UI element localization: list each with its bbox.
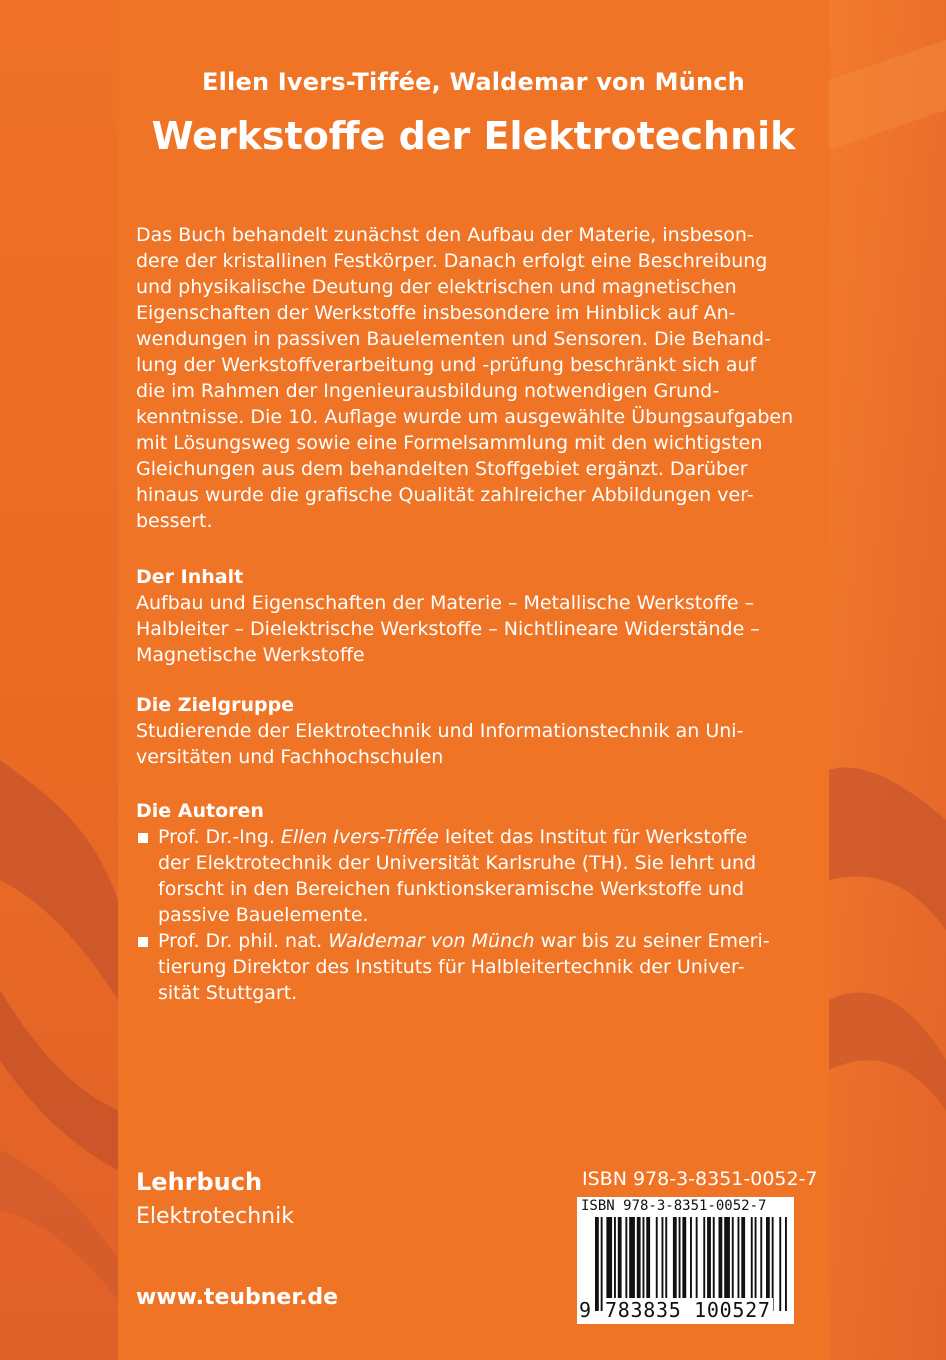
contents-heading: Der Inhalt: [136, 566, 244, 588]
author-bullet-line: der Elektrotechnik der Universität Karlsruhe (TH). Sie lehrt und: [158, 852, 757, 874]
barcode-bar: [662, 1217, 664, 1311]
description-line: Gleichungen aus dem behandelten Stoffgebiet ergänzt. Darüber: [136, 458, 748, 480]
barcode-bar: [643, 1217, 645, 1311]
author-bullet-line: [158, 824, 799, 850]
barcode-bar: [719, 1217, 723, 1311]
description-line: die im Rahmen der Ingenieurausbildung notwendigen Grund-: [136, 380, 720, 402]
description-line: lung der Werkstoffverarbeitung und -prüfung beschränkt sich auf: [136, 354, 757, 376]
barcode-bars: [581, 1217, 790, 1311]
barcode-bar: [618, 1217, 622, 1311]
author-text: war bis zu seiner Emeri-: [534, 930, 770, 952]
barcode-bar: [760, 1217, 762, 1311]
description-line: und physikalische Deutung der elektrischen und magnetischen: [136, 276, 737, 298]
barcode-bar: [785, 1217, 787, 1311]
barcode-bar: [703, 1217, 705, 1311]
barcode-bar: [656, 1217, 658, 1311]
author-bullet-line: passive Bauelemente.: [158, 904, 369, 926]
barcode-bar: [682, 1217, 686, 1311]
description-line: Eigenschaften der Werkstoffe insbesondere im Hinblick auf An-: [136, 302, 736, 324]
barcode-bar: [665, 1217, 667, 1311]
authors-list: [136, 824, 799, 1006]
description-line: wendungen in passiven Bauelementen und Sensoren. Die Behand-: [136, 328, 771, 350]
subject-label: Elektrotechnik: [136, 1204, 294, 1229]
series-label: Lehrbuch: [136, 1168, 263, 1196]
contents-line: Halbleiter – Dielektrische Werkstoffe – Nichtlineare Widerstände –: [136, 618, 760, 640]
author-title: Prof. Dr. phil. nat.: [158, 930, 329, 952]
description-line: hinaus wurde die grafische Qualität zahlreicher Abbildungen ver-: [136, 484, 754, 506]
barcode-bar: [679, 1217, 681, 1311]
barcode-bar: [766, 1217, 770, 1311]
description-line: Das Buch behandelt zunächst den Aufbau der Materie, insbeson-: [136, 224, 754, 246]
barcode-bar: [738, 1217, 740, 1311]
publisher-website: www.teubner.de: [136, 1285, 339, 1310]
barcode-bar: [779, 1217, 781, 1311]
book-title: Werkstoffe der Elektrotechnik: [151, 114, 796, 158]
barcode-bar: [755, 1217, 757, 1311]
barcode-bar: [595, 1217, 599, 1311]
barcode-bar: [606, 1217, 612, 1311]
description-line: bessert.: [136, 510, 213, 532]
description-paragraph: [136, 222, 799, 534]
description-line: dere der kristallinen Festkörper. Danach erfolgt eine Beschreibung: [136, 250, 768, 272]
isbn-barcode: [577, 1197, 794, 1324]
bullet-square-icon: [138, 937, 148, 947]
contents-line: Aufbau und Eigenschaften der Materie – Metallische Werkstoffe –: [136, 592, 755, 614]
barcode-bar: [646, 1217, 650, 1311]
barcode-bar: [772, 1217, 774, 1311]
barcode-bar: [601, 1217, 603, 1311]
barcode-bar: [625, 1217, 627, 1311]
contents-line: Magnetische Werkstoffe: [136, 644, 365, 666]
barcode-bar: [673, 1217, 677, 1311]
barcode-bar: [690, 1217, 692, 1311]
authors-heading: Die Autoren: [136, 800, 264, 822]
author-bullet-2: [136, 928, 799, 1006]
barcode-bar: [637, 1217, 641, 1311]
author-text: leitet das Institut für Werkstoffe: [438, 826, 748, 848]
barcode-bar: [741, 1217, 745, 1311]
barcode-bar: [629, 1217, 635, 1311]
barcode-isbn-text: ISBN 978-3-8351-0052-7: [581, 1198, 767, 1214]
barcode-digit-first: 9: [579, 1298, 592, 1322]
barcode-digits-rest: 783835 100527: [605, 1298, 771, 1322]
barcode-bar: [696, 1217, 698, 1311]
audience-heading: Die Zielgruppe: [136, 694, 295, 716]
author-title: Prof. Dr.-Ing.: [158, 826, 281, 848]
barcode-bar: [707, 1217, 711, 1311]
barcode-bar: [614, 1217, 616, 1311]
barcode-bar: [751, 1217, 753, 1311]
author-name: Ellen Ivers-Tiffée: [280, 826, 439, 848]
author-names: Ellen Ivers-Tiffée, Waldemar von Münch: [202, 68, 745, 96]
author-bullet-line: tierung Direktor des Instituts für Halbleitertechnik der Univer-: [158, 956, 745, 978]
author-bullet-line: sität Stuttgart.: [158, 982, 298, 1004]
barcode-bar: [713, 1217, 715, 1311]
barcode-digits: [577, 1298, 794, 1324]
contents-text: [136, 590, 799, 668]
audience-text: [136, 718, 799, 770]
audience-line: Studierende der Elektrotechnik und Informationstechnik an Uni-: [136, 720, 744, 742]
description-line: kenntnisse. Die 10. Auflage wurde um ausgewählte Übungsaufgaben: [136, 406, 794, 428]
author-name: Waldemar von Münch: [328, 930, 535, 952]
description-line: mit Lösungsweg sowie eine Formelsammlung mit den wichtigsten: [136, 432, 763, 454]
barcode-bar: [732, 1217, 734, 1311]
author-bullet-line: forscht in den Bereichen funktionskeramische Werkstoffe und: [158, 878, 745, 900]
author-bullet-1: [136, 824, 799, 928]
bullet-square-icon: [138, 833, 148, 843]
author-bullet-line: [158, 928, 799, 954]
barcode-bar: [724, 1217, 730, 1311]
audience-line: versitäten und Fachhochschulen: [136, 746, 444, 768]
isbn-label: ISBN 978-3-8351-0052-7: [582, 1168, 818, 1190]
